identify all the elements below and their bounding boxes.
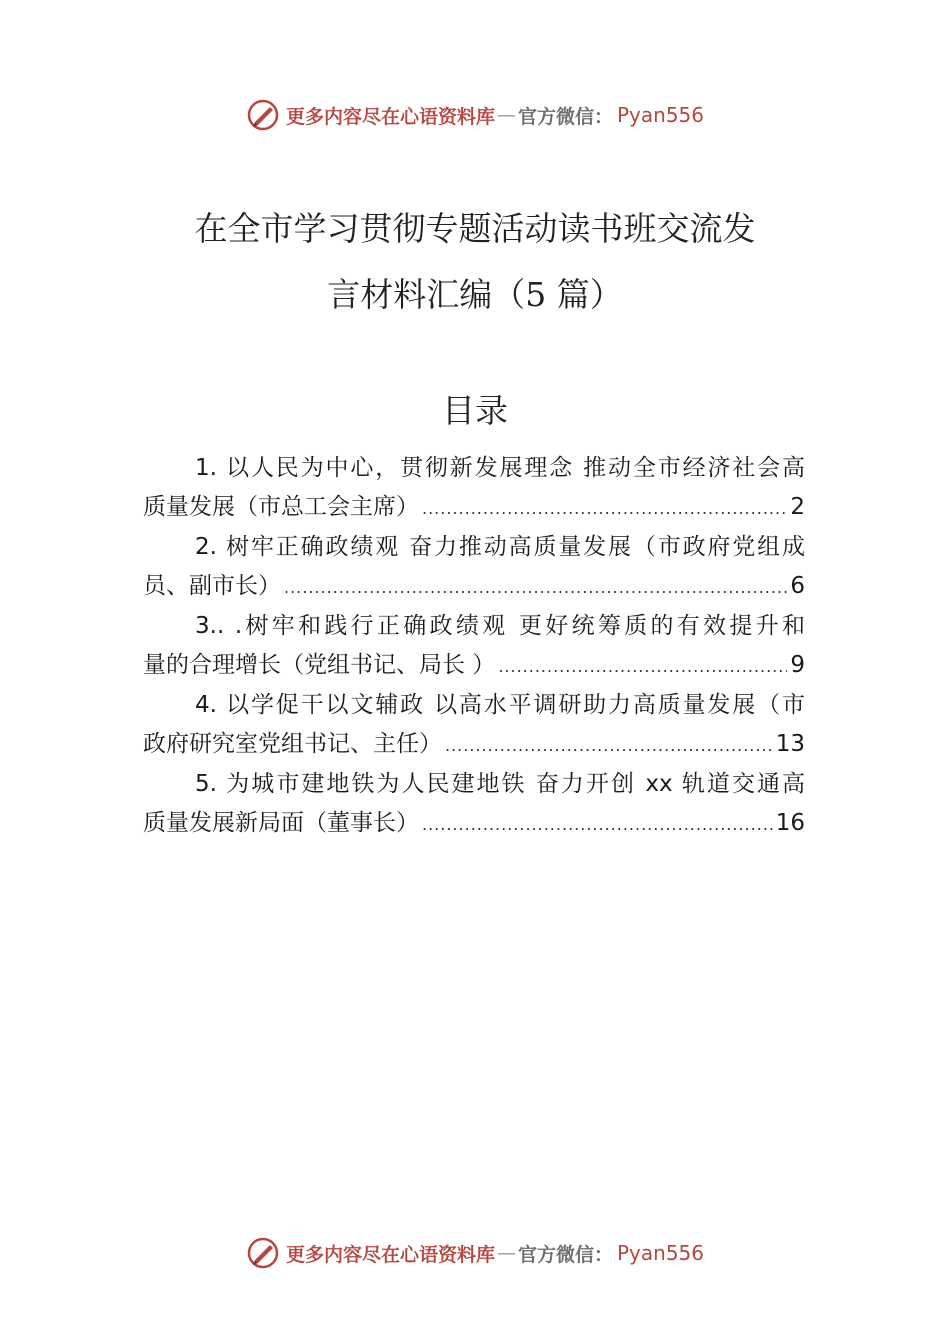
toc-entry-title-rest: 质量发展新局面（董事长）	[143, 810, 419, 836]
toc-page-number: 2	[790, 494, 805, 520]
banner-wechat-id: Pyan556	[617, 103, 705, 127]
toc-entry-title-rest: 员、副市长）	[143, 573, 281, 599]
document-title-line-2: 言材料汇编（5 篇）	[327, 275, 623, 314]
header-banner	[0, 95, 950, 135]
toc-entry-1[interactable]	[143, 449, 805, 528]
toc-entry-title: 3.. .树牢和践行正确政绩观 更好统筹质的有效提升和	[195, 613, 805, 639]
toc-entry-title: 2. 树牢正确政绩观 奋力推动高质量发展（市政府党组成	[195, 534, 805, 560]
toc-entry-continuation	[143, 567, 805, 607]
banner-wechat-label: 官方微信：	[517, 105, 613, 128]
document-title-line-1: 在全市学习贯彻专题活动读书班交流发	[194, 209, 756, 248]
toc-entry-title: 1. 以人民为中心，贯彻新发展理念 推动全市经济社会高	[195, 455, 805, 481]
banner-brand-text: 更多内容尽在心语资料库	[285, 1243, 495, 1266]
banner-wechat-id: Pyan556	[617, 1241, 705, 1265]
dot-leader	[422, 489, 787, 528]
toc-entry-title-rest: 量的合理增长（党组书记、局长 ）	[143, 652, 496, 678]
toc-entry-continuation	[143, 646, 805, 686]
dot-leader	[284, 568, 787, 607]
banner-separator: —	[496, 104, 516, 126]
pen-logo-icon	[246, 1236, 280, 1270]
toc-page-number: 16	[775, 810, 805, 836]
pen-logo-icon	[246, 98, 280, 132]
footer-banner	[0, 1233, 950, 1273]
toc-entry-continuation	[143, 488, 805, 528]
dot-leader	[498, 647, 787, 686]
toc-page-number: 9	[790, 652, 805, 678]
document-title	[150, 196, 800, 328]
banner-wechat-label: 官方微信：	[517, 1243, 613, 1266]
toc-page-number: 13	[775, 731, 805, 757]
dot-leader	[422, 805, 773, 844]
toc-entry-title-rest: 质量发展（市总工会主席）	[143, 494, 419, 520]
toc-entry-title: 4. 以学促干以文辅政 以高水平调研助力高质量发展（市	[195, 692, 805, 718]
toc-entry-continuation	[143, 804, 805, 844]
table-of-contents	[143, 449, 805, 844]
toc-heading: 目录	[442, 391, 508, 430]
toc-entry-continuation	[143, 725, 805, 765]
toc-entry-2[interactable]	[143, 528, 805, 607]
banner-brand-text: 更多内容尽在心语资料库	[285, 105, 495, 128]
toc-page-number: 6	[790, 573, 805, 599]
toc-entry-title: 5. 为城市建地铁为人民建地铁 奋力开创 xx 轨道交通高	[195, 771, 805, 797]
banner-separator: —	[496, 1242, 516, 1264]
toc-entry-title-rest: 政府研究室党组书记、主任）	[143, 731, 442, 757]
dot-leader	[445, 726, 773, 765]
toc-entry-3[interactable]	[143, 607, 805, 686]
toc-entry-5[interactable]	[143, 765, 805, 844]
toc-entry-4[interactable]	[143, 686, 805, 765]
